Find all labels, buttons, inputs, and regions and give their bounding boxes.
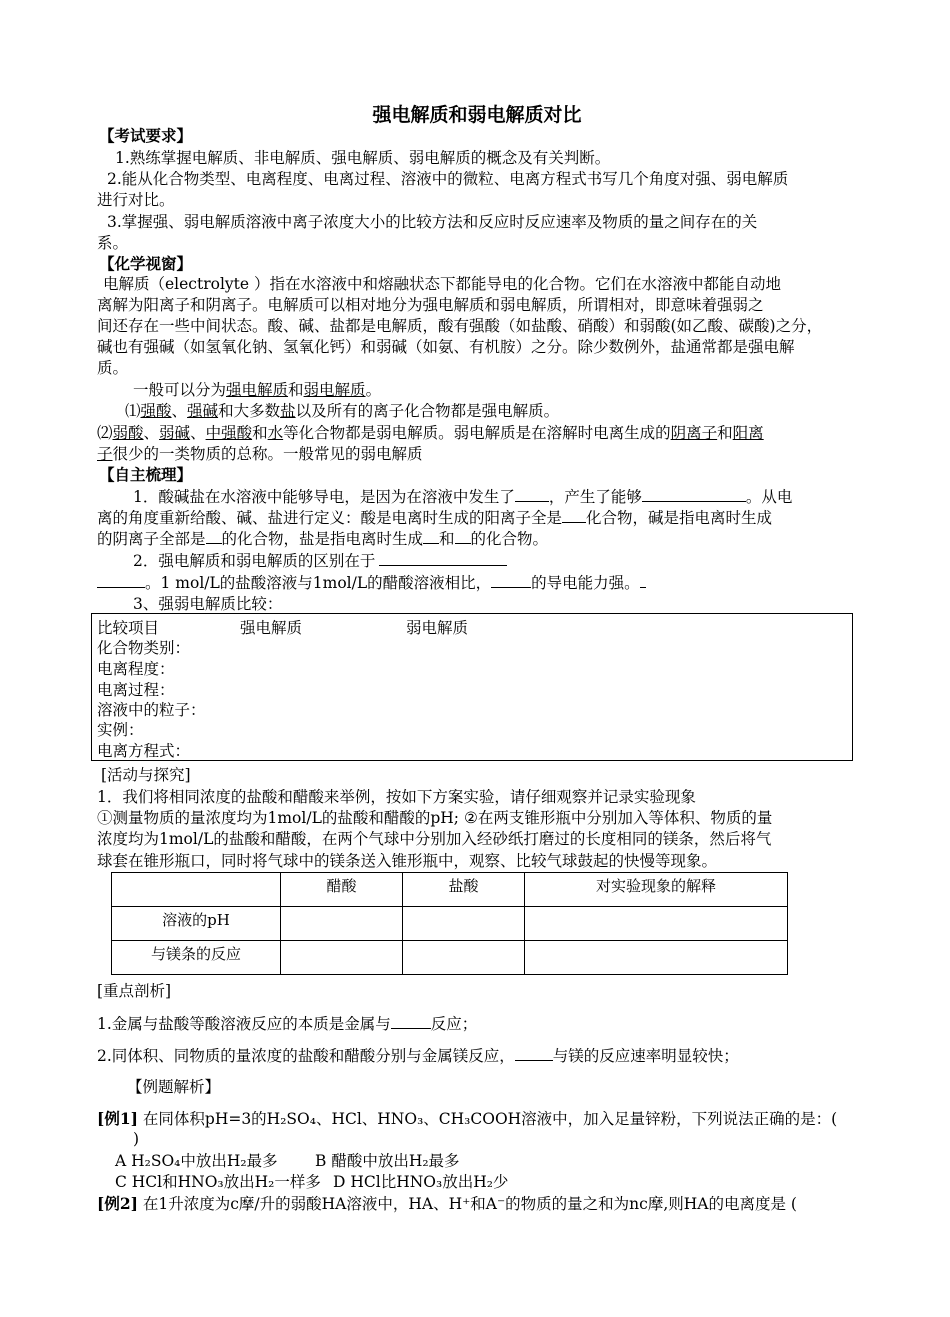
- question-1-line-1: [133, 487, 792, 507]
- text-span: 以及所有的离子化合物都是强电解质。: [295, 402, 560, 420]
- self-study-heading: 【自主梳理】: [99, 466, 193, 484]
- question-2-line-2: [97, 573, 646, 593]
- compare-header-weak: 弱电解质: [406, 619, 469, 637]
- compare-row-category: 化合物类别：: [97, 639, 191, 657]
- example-2-question: [97, 1194, 797, 1214]
- fill-blank[interactable]: [515, 487, 549, 502]
- exam-req-line-2a: 2.能从化合物类型、电离程度、电离过程、溶液中的微粒、电离方程式书写几个角度对强、弱电解质: [107, 170, 789, 188]
- window-para-line-3: 间还存在一些中间状态。酸、碱、盐都是电解质，酸有强酸（如盐酸、硝酸）和弱酸(如乙酸、碳酸)之分，: [97, 317, 823, 335]
- table-row-label: 溶液的pH: [112, 907, 281, 941]
- underlined-term: 强电解质: [226, 381, 289, 399]
- table-header-cell: 盐酸: [403, 873, 525, 907]
- table-row: [112, 941, 788, 975]
- text-span: 化合物，碱是指电离时生成: [586, 509, 773, 527]
- activity-line-1: 1．我们将相同浓度的盐酸和醋酸来举例，按如下方案实验，请仔细观察并记录实验现象: [97, 788, 696, 806]
- text-span: 、: [190, 424, 206, 442]
- window-para-line-1: 电解质（electrolyte ）指在水溶液中和熔融状态下都能导电的化合物。它们在水溶液中都能自动地: [103, 275, 781, 293]
- text-span: 。从电: [745, 488, 793, 506]
- compare-row-examples: 实例：: [97, 721, 144, 739]
- text-span: 、: [171, 402, 188, 420]
- strong-electrolyte-line: [125, 401, 559, 421]
- window-para-line-2: 离解为阳离子和阴离子。电解质可以相对地分为强电解质和弱电解质，所谓相对，即意味着强弱之: [97, 296, 764, 314]
- fill-blank[interactable]: [206, 529, 222, 544]
- fill-blank[interactable]: [640, 573, 646, 588]
- fill-blank[interactable]: [491, 573, 531, 588]
- table-row-label: 与镁条的反应: [112, 941, 281, 975]
- table-header-cell: 对实验现象的解释: [525, 873, 788, 907]
- text-span: 与镁的反应速率明显较快；: [552, 1047, 739, 1065]
- option-a: A H₂SO₄中放出H₂最多: [115, 1152, 278, 1170]
- table-cell[interactable]: [281, 907, 403, 941]
- underlined-term: 强酸: [140, 402, 172, 420]
- underlined-term: 弱酸: [112, 424, 144, 442]
- fill-blank[interactable]: [642, 487, 746, 502]
- underlined-term: 阳离: [732, 424, 764, 442]
- text-span: 和: [439, 530, 455, 548]
- underlined-term: 强碱: [187, 402, 219, 420]
- text-span: 的阴离子全部是: [97, 530, 206, 548]
- text-span: 反应；: [430, 1015, 478, 1033]
- fill-blank[interactable]: [455, 529, 471, 544]
- text-span: 的导电能力强。: [531, 574, 640, 592]
- chemistry-window-heading: 【化学视窗】: [99, 255, 193, 273]
- fill-blank[interactable]: [379, 551, 507, 566]
- table-row: [112, 873, 788, 907]
- example-1-question: [97, 1109, 837, 1129]
- fill-blank[interactable]: [515, 1046, 553, 1061]
- compare-header-strong: 强电解质: [240, 619, 303, 637]
- examples-heading: 【例题解析】: [127, 1078, 221, 1096]
- question-1-line-3: [97, 529, 548, 549]
- text-span: 。1 mol/L的盐酸溶液与1mol/L的醋酸溶液相比，: [145, 574, 492, 592]
- text-span: 。: [365, 381, 382, 399]
- text-span: 和: [288, 381, 304, 399]
- example-1-close-paren: ): [133, 1130, 140, 1148]
- option-b: B 醋酸中放出H₂最多: [315, 1152, 460, 1170]
- compare-row-degree: 电离程度：: [97, 660, 175, 678]
- table-row: [112, 907, 788, 941]
- fill-blank[interactable]: [562, 508, 586, 523]
- exam-req-line-3a: 3.掌握强、弱电解质溶液中离子浓度大小的比较方法和反应时反应速率及物质的量之间存在的关: [107, 213, 758, 231]
- text-span: 1.金属与盐酸等酸溶液反应的本质是金属与: [97, 1015, 391, 1033]
- activity-heading: [活动与探究]: [101, 766, 191, 784]
- compare-row-equation: 电离方程式：: [97, 742, 191, 760]
- question-1-line-2: [97, 508, 772, 528]
- comparison-box: [91, 613, 853, 761]
- experiment-table: [111, 872, 788, 975]
- text-span: 和: [252, 424, 268, 442]
- exam-requirements-heading: 【考试要求】: [99, 127, 193, 145]
- focus-line-1: [97, 1014, 477, 1034]
- fill-blank[interactable]: [97, 573, 145, 588]
- exam-req-line-2b: 进行对比。: [97, 191, 175, 209]
- table-cell[interactable]: [525, 941, 788, 975]
- text-span: ⑵: [97, 424, 113, 442]
- text-span: ⑴: [125, 402, 141, 420]
- text-span: 等化合物都是弱电解质。弱电解质是在溶解时电离生成的: [283, 424, 671, 442]
- classification-line: [133, 380, 381, 400]
- table-cell[interactable]: [281, 941, 403, 975]
- table-cell[interactable]: [403, 907, 525, 941]
- activity-line-2: ①测量物质的量浓度均为1mol/L的盐酸和醋酸的pH; ②在两支锥形瓶中分别加入等体积、物质的量: [97, 809, 773, 827]
- example-tag: [例2]: [97, 1194, 138, 1213]
- exam-req-line-3b: 系。: [97, 234, 129, 252]
- underlined-term: 弱碱: [159, 424, 191, 442]
- text-span: 的化合物，盐是指电离时生成: [221, 530, 424, 548]
- text-span: ，产生了能够: [548, 488, 642, 506]
- text-span: 和: [717, 424, 733, 442]
- focus-line-2: [97, 1046, 739, 1066]
- weak-electrolyte-line: [97, 423, 764, 443]
- activity-line-3: 浓度均为1mol/L的盐酸和醋酸，在两个气球中分别加入经砂纸打磨过的长度相同的镁条，然后将气: [97, 830, 772, 848]
- table-cell[interactable]: [525, 907, 788, 941]
- table-cell[interactable]: [403, 941, 525, 975]
- underlined-term: 中强酸: [205, 424, 253, 442]
- text-span: 、: [143, 424, 160, 442]
- text-span: 离的角度重新给酸、碱、盐进行定义：酸是电离时生成的阳离子全是: [97, 509, 563, 527]
- activity-line-4: 球套在锥形瓶口，同时将气球中的镁条送入锥形瓶中，观察、比较气球鼓起的快慢等现象。: [97, 852, 718, 870]
- exam-req-line-1: 1.熟练掌握电解质、非电解质、强电解质、弱电解质的概念及有关判断。: [115, 149, 611, 167]
- text-span: 2.同体积、同物质的量浓度的盐酸和醋酸分别与金属镁反应，: [97, 1047, 515, 1065]
- text-span: 和大多数: [218, 402, 281, 420]
- underlined-term: 子: [97, 445, 113, 463]
- text-span: 2．强电解质和弱电解质的区别在于: [133, 552, 376, 570]
- underlined-term: 弱电解质: [303, 381, 366, 399]
- underlined-term: 水: [267, 424, 284, 442]
- option-c: C HCl和HNO₃放出H₂一样多: [115, 1173, 321, 1191]
- text-span: 在1升浓度为c摩/升的弱酸HA溶液中，HA、H⁺和A⁻的物质的量之和为nc摩,则HA的电离度是 (: [142, 1195, 797, 1213]
- compare-row-process: 电离过程：: [97, 681, 175, 699]
- text-span: 一般可以分为: [133, 381, 227, 399]
- text-span: 的化合物。: [470, 530, 549, 548]
- fill-blank[interactable]: [391, 1014, 431, 1029]
- table-header-cell: [112, 873, 281, 907]
- page-title: 强电解质和弱电解质对比: [372, 104, 582, 126]
- table-header-cell: 醋酸: [281, 873, 403, 907]
- fill-blank[interactable]: [423, 529, 439, 544]
- text-span: 很少的一类物质的总称。一般常见的弱电解质: [112, 445, 423, 463]
- weak-electrolyte-line-2: [97, 444, 423, 464]
- question-3-line: 3、强弱电解质比较：: [133, 595, 283, 613]
- compare-row-particles: 溶液中的粒子：: [97, 701, 206, 719]
- underlined-term: 盐: [280, 402, 296, 420]
- example-tag: [例1]: [97, 1109, 138, 1128]
- question-2-line-1: [133, 551, 507, 571]
- underlined-term: 阴离子: [670, 424, 718, 442]
- window-para-line-5: 质。: [97, 359, 129, 377]
- focus-heading: [重点剖析]: [97, 982, 172, 1000]
- option-d: D HCl比HNO₃放出H₂少: [333, 1173, 509, 1191]
- compare-header-item: 比较项目: [97, 619, 160, 637]
- window-para-line-4: 碱也有强碱（如氢氧化钠、氢氧化钙）和弱碱（如氨、有机胺）之分。除少数例外，盐通常都是强电解: [97, 338, 795, 356]
- text-span: 1．酸碱盐在水溶液中能够导电，是因为在溶液中发生了: [133, 488, 515, 506]
- text-span: 在同体积pH=3的H₂SO₄、HCl、HNO₃、CH₃COOH溶液中，加入足量锌粉，下列说法正确的是：(: [142, 1110, 838, 1128]
